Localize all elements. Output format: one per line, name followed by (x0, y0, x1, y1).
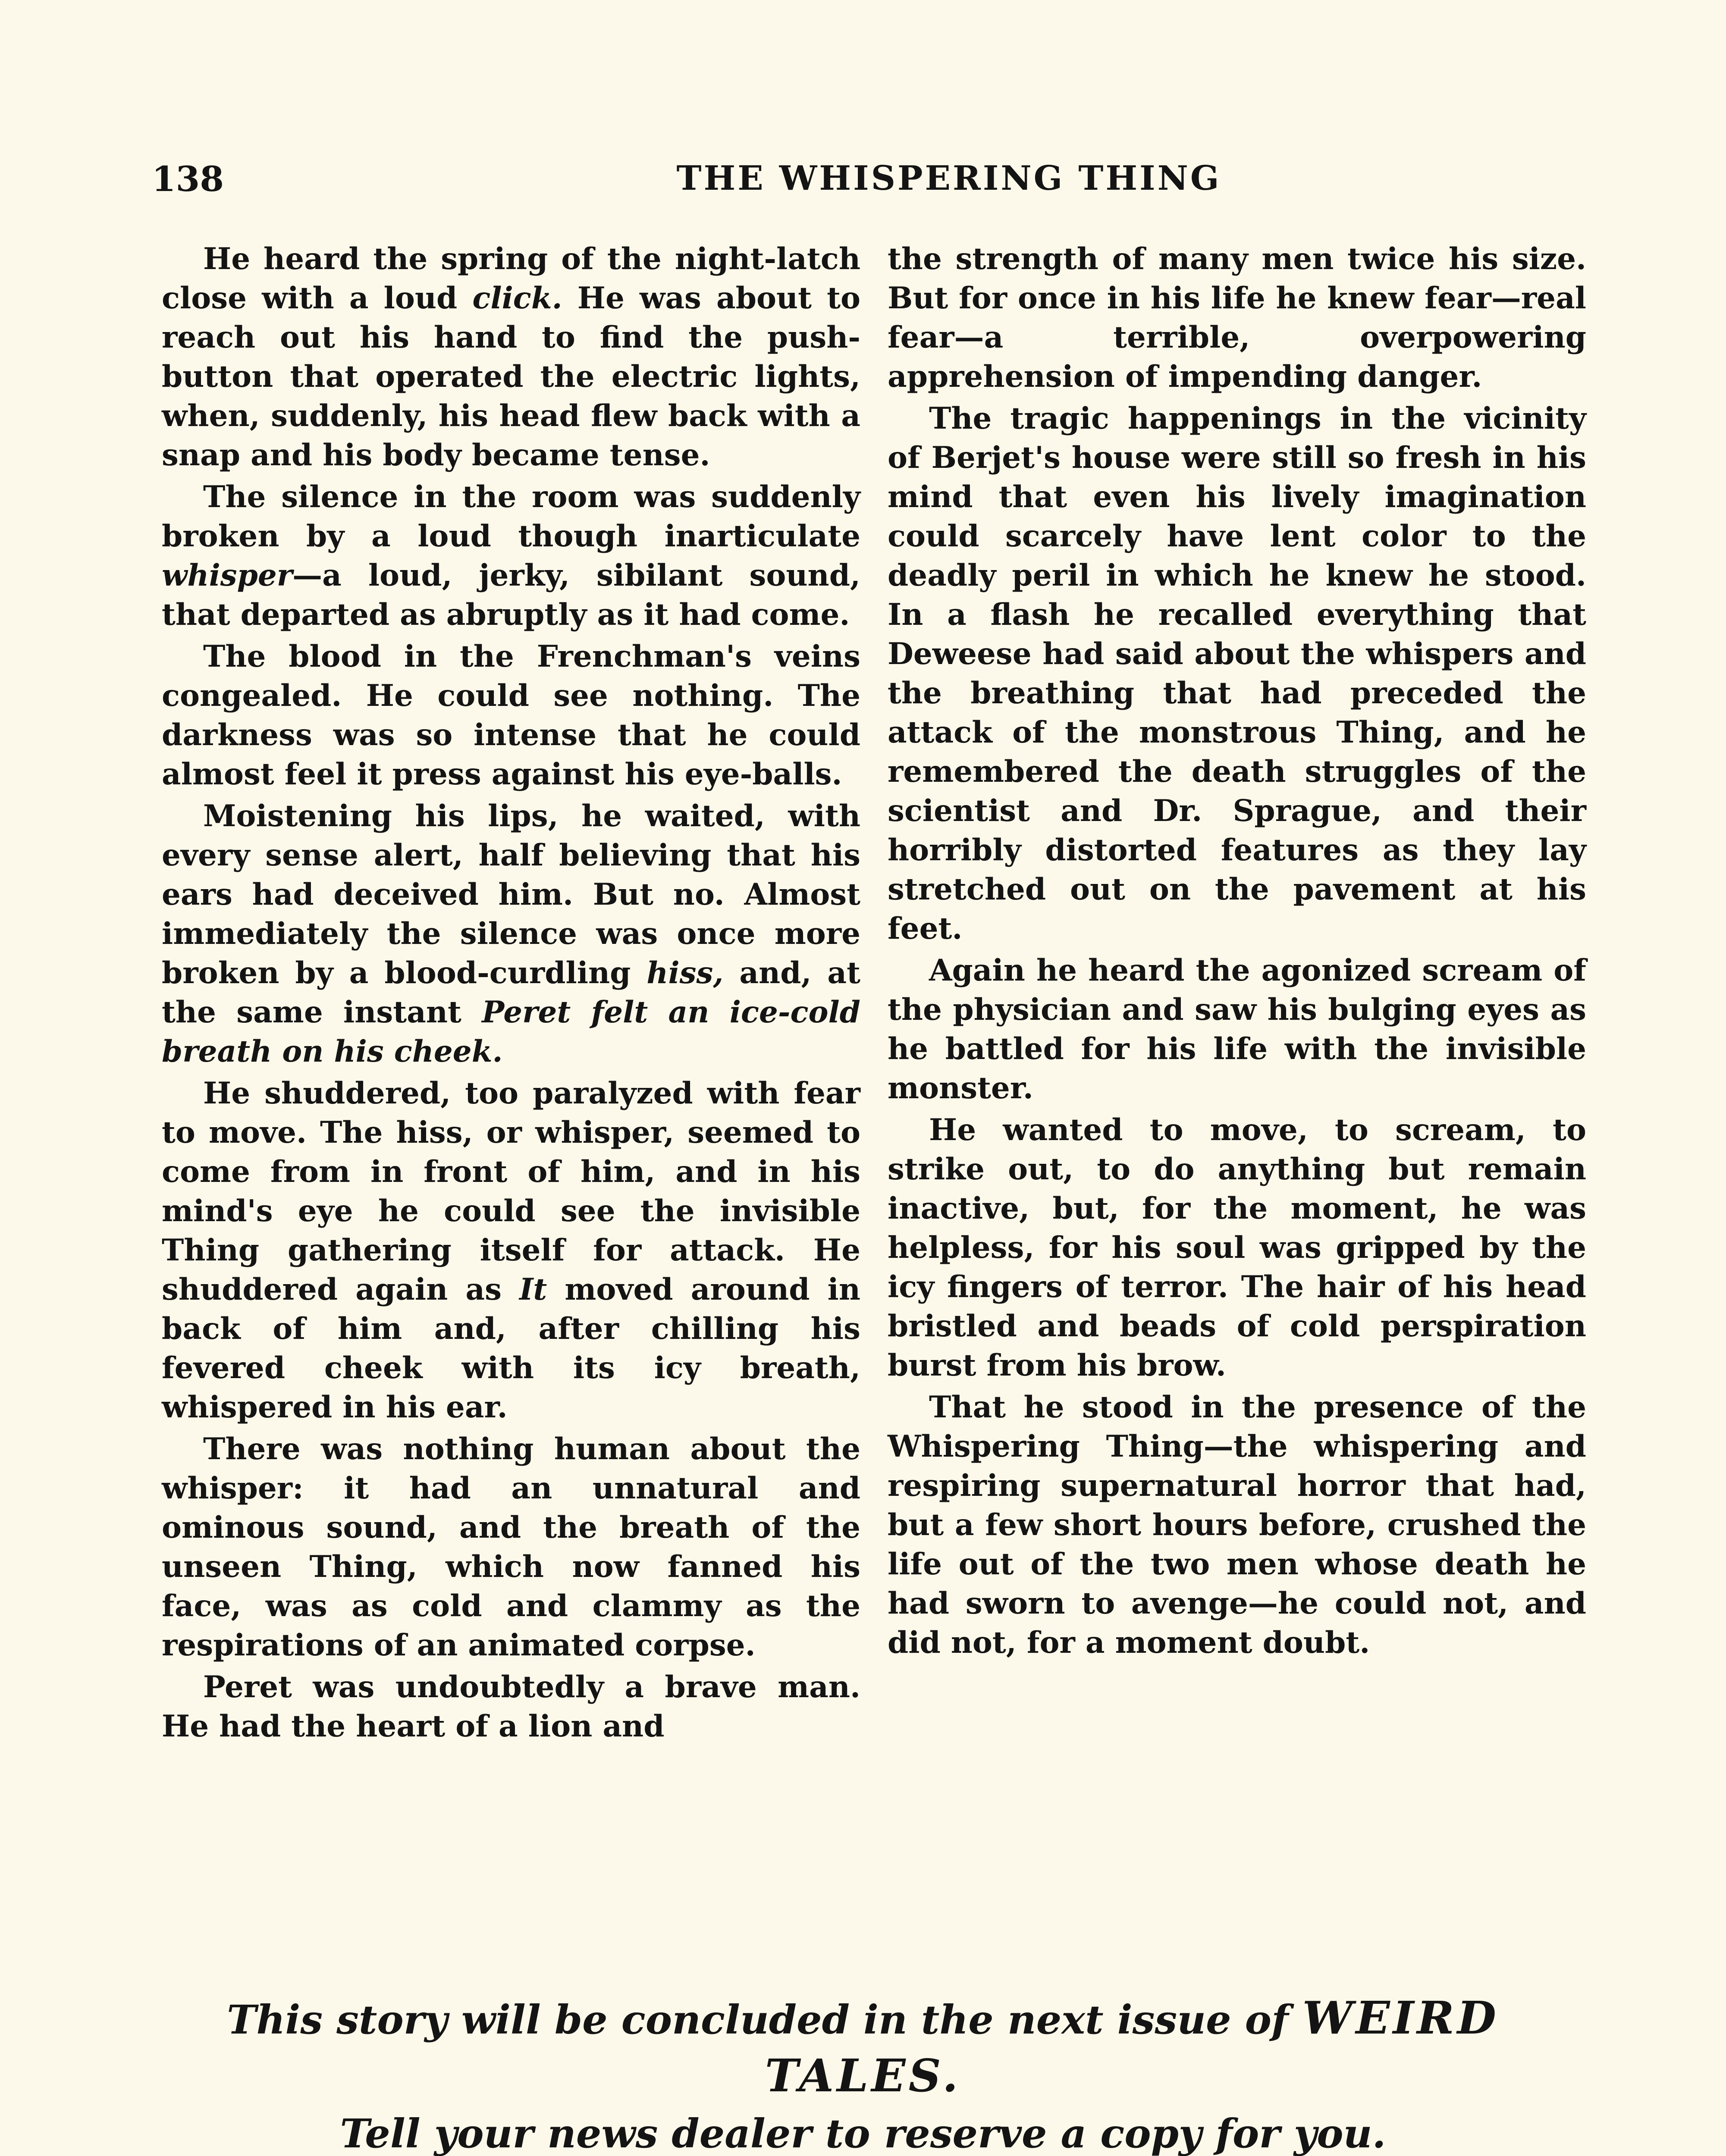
paragraph: The tragic happenings in the vicinity of Berjet's house were still so fresh in his mind that even his lively imagination could scarcely have lent color to the deadly peril in which he knew he stood. In a flash he recalled everything that Deweese had said about the whispers and the breathing that had preceded the attack of the monstrous Thing, and he remembered the death struggles of the scientist and Dr. Sprague, and their horribly distorted features as they lay stretched out on the pavement at his feet. (888, 401, 1586, 946)
paragraph-continuation: the strength of many men twice his size. But for once in his life he knew fear—real fear—a terrible, overpowering apprehension of impending danger. (888, 241, 1586, 394)
running-title: THE WHISPERING THING (676, 159, 1221, 198)
notice-line-1: This story will be concluded in the next issue of WEIRD TALES. (227, 1991, 1499, 2102)
paragraph: He shuddered, too paralyzed with fear to move. The hiss, or whisper, seemed to come from in front of him, and in his mind's eye he could see the invisible Thing gathering itself for attack. He shuddered again as It moved around in back of him and, after chilling his fevered cheek with its icy breath, whispered in his ear. (162, 1076, 860, 1425)
magazine-title: WEIRD TALES. (765, 1991, 1499, 2102)
paragraph: That he stood in the presence of the Whispering Thing—the whispering and respiring supernatural horror that had, but a few short hours before, crushed the life out of the two men whose death he had sworn to avenge—he could not, and did not, for a moment doubt. (888, 1390, 1586, 1660)
right-column (888, 239, 1586, 1665)
paragraph: He heard the spring of the night-latch close with a loud click. He was about to reach out his hand to find the push-button that operated the electric lights, when, suddenly, his head flew back with a snap and his body became tense. (162, 241, 860, 473)
notice-line-2: Tell your news dealer to reserve a copy for you. (340, 2110, 1386, 2156)
paragraph: The silence in the room was suddenly broken by a loud though inarticulate whisper—a loud, jerky, sibilant sound, that departed as abruptly as it had come. (162, 479, 860, 632)
continuation-notice (129, 1990, 1597, 2156)
paragraph: Moistening his lips, he waited, with every sense alert, half believing that his ears had deceived him. But no. Almost immediately the silence was once more broken by a blood-curdling hiss, and, at the same instant Peret felt an ice-cold breath on his cheek. (162, 799, 861, 1069)
paragraph: There was nothing human about the whisper: it had an unnatural and ominous sound, and the breath of the unseen Thing, which now fanned his face, was as cold and clammy as the respirations of an animated corpse. (162, 1432, 860, 1663)
paragraph: The blood in the Frenchman's veins congealed. He could see nothing. The darkness was so intense that he could almost feel it press against his eye-balls. (162, 639, 860, 792)
paragraph: He wanted to move, to scream, to strike out, to do anything but remain inactive, but, for the moment, he was helpless, for his soul was gripped by the icy fingers of terror. The hair of his head bristled and beads of cold perspiration burst from his brow. (888, 1112, 1586, 1383)
paragraph: Peret was undoubtedly a brave man. He had the heart of a lion and (162, 1670, 860, 1744)
left-column (162, 239, 860, 1749)
page-number: 138 (152, 159, 224, 199)
paragraph: Again he heard the agonized scream of the physician and saw his bulging eyes as he battled for his life with the invisible monster. (888, 953, 1586, 1106)
